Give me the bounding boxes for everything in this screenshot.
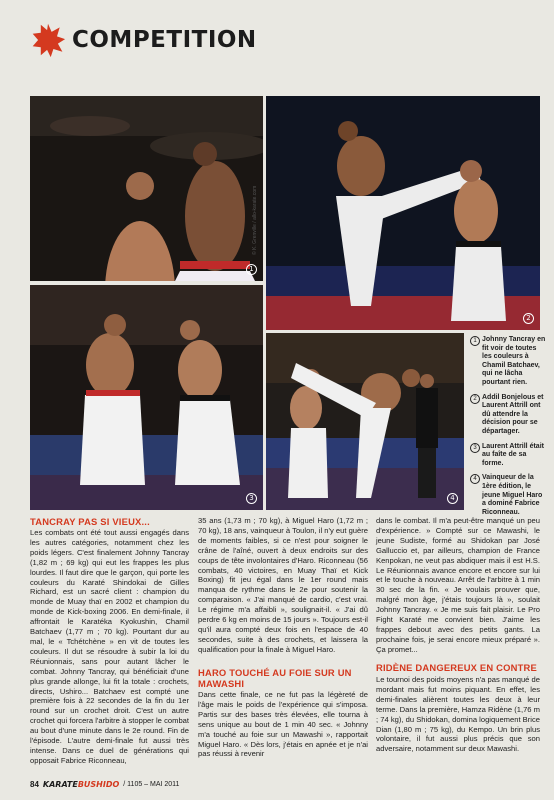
logo-part-b: BUSHIDO	[77, 780, 120, 789]
section-title: COMPETITION	[72, 27, 257, 53]
logo-part-a: KARATE	[42, 780, 78, 789]
article-heading: TANCRAY PAS SI VIEUX...	[30, 516, 150, 527]
article-column-3	[376, 516, 540, 655]
article-paragraph: Dans cette finale, ce ne fut pas la légèreté de l'âge mais le poids de l'expérience qui s'imposa. Partis sur des bases très élevées, elle tourna à sens unique au bout de 1 min 40 sec. « Johnny m'a touché au foie sur un Mawashi », rapportait Miguel Haro. « Dès lors, j'étais en apnée et je n'ai pas réussi à revenir	[198, 690, 368, 759]
caption-number: 2	[470, 394, 480, 404]
issue-info: / 1105 – MAI 2011	[123, 781, 180, 788]
caption-number: 4	[470, 474, 480, 484]
article-column-2	[198, 516, 368, 655]
article-paragraph: Les combats ont été tout aussi engagés dans les autres catégories, notamment chez les poids légers. C'est finalement Johnny Tancray (1,82 m ; 69 kg) qui eut les frappes les plus lourdes. Il faut dire que le garçon, qui porte les couleurs du Karaté Shindokai de Gilles Richard, est un sacré client : champion du monde de Muay thaï en 2002 et champion du monde de Kick-boxing 2006. En demi-finale, il affrontait le Karatéka Kyokushin, Chamil Batchaev (1,77 m ; 70 kg). Pourtant dur au mal, le « Tchétchène » en vit de toutes les couleurs. Il dut se résoudre à subir la loi du Réunionnais, sans pour autant lâcher le combat. Johnny Tancray, qui bénéficiait d'une plus grande allonge, lui fit la totale : crochets, directs, Ushiro... Batchaev est compté une première fois à 22 secondes de la fin du 1er round sur un crochet droit. C'est un autre crochet qui forcera l'arbitre à stopper le combat au bout d'une minute dans le 2e round. Fin de l'épisode. L'autre demi-finale fut aussi très intense. Dans ce duel de générations qui opposait Fabrice Riconneau,	[30, 528, 189, 765]
article-heading: HARO TOUCHÉ AU FOIE SUR UN MAWASHI	[198, 667, 352, 689]
photo-fight-2	[266, 96, 540, 330]
photo-fight-4	[266, 333, 464, 510]
photo-badge: 1	[246, 264, 257, 275]
article-paragraph: Le tournoi des poids moyens n'a pas manqué de mordant mais fut moins piquant. En effet, les demi-finales alièrent toutes les deux à leur terme. Dans la première, Hamza Ridène (1,76 m ; 74 kg), du Shidokan, domina logiquement Brice Dian (1,80 m ; 75 kg), du Kempo. Un brin plus volontaire, il fut aussi plus précis que son adversaire, notamment sur deux Mawashi.	[376, 675, 540, 754]
caption-text: Laurent Attrill était au faîte de sa forme.	[482, 442, 544, 467]
magazine-logo	[43, 780, 119, 789]
caption-item	[470, 394, 548, 437]
photo-fight-1	[30, 96, 263, 281]
caption-item	[470, 443, 548, 469]
photo-badge: 4	[447, 493, 458, 504]
caption-text: Johnny Tancray en fit voir de toutes les couleurs à Chamil Batchaev, qui ne lâcha pourtant rien.	[482, 336, 546, 386]
caption-item	[470, 336, 548, 388]
photo-fight-3	[30, 285, 263, 510]
photo-badge: 3	[246, 493, 257, 504]
page-number: 84	[30, 780, 39, 789]
article-paragraph: dans le combat. Il m'a peut-être manqué un peu d'expérience. » Compté sur ce Mawashi, le jeune Sudiste, formé au Shidokan par José Galluccio et, par ailleurs, champion de France Kenpokan, ne veut pas abdiquer mais il est H.S. Le Réunionnais avance encore et encore sur lui et le touche à nouveau. Arrêt de l'arbitre à 1 min 30 sec de la fin. « Je voulais prouver que, malgré mon âge, j'étais toujours là », soulait Johnny Tancray. « Je me suis fait plaisir. Le Pro Fight Karaté me convient bien. J'aime les frappes debout avec des petits gants. La prochaine fois, je serai encore mieux préparé ». Ça promet...	[376, 516, 540, 654]
article-column-1	[30, 528, 189, 766]
section-header	[30, 22, 257, 58]
article-paragraph: 35 ans (1,73 m ; 70 kg), à Miguel Haro (1,72 m ; 70 kg), 18 ans, vainqueur à Toulon, il n'y eut guère de moments faibles, si ce n'est pour soigner le crâne de l'aîné, ouvert à deux endroits sur des coups de tête involontaires d'Haro. Riconneau (56 combats, 40 victoires, en Muay Thaï et Kick Boxing) fit jeu égal dans le 1er round mais manqua de rythme dans le 2e pour soutenir la comparaison. « J'ai manqué de cardio, c'est vrai. Le régime m'a affaibli », soulignait-il. « J'ai dû perdre 6 kg en moins de 15 jours ». Toujours est-il qu'il aura compté deux fois en l'espace de 40 secondes, suite à des crochets, et laissera la qualification pour la finale à Miguel Haro.	[198, 516, 368, 654]
caption-number: 3	[470, 443, 480, 453]
caption-number: 1	[470, 336, 480, 346]
photo-captions	[470, 336, 548, 523]
caption-item	[470, 474, 548, 517]
article-column-2-continued	[198, 690, 368, 759]
photo-credit: © K. Grenville / allo-karate.com	[252, 185, 258, 255]
starburst-icon	[30, 22, 66, 58]
article-column-3-continued	[376, 675, 540, 754]
photo-badge: 2	[523, 313, 534, 324]
caption-text: Addil Bonjelous et Laurent Attrill ont dû attendre la décision pour se départager.	[482, 393, 544, 435]
page-footer	[30, 780, 179, 789]
caption-text: Vainqueur de la 1ère édition, le jeune Miguel Haro a dominé Fabrice Riconneau.	[482, 474, 543, 516]
article-heading: RIDÈNE DANGEREUX EN CONTRE	[376, 662, 537, 673]
